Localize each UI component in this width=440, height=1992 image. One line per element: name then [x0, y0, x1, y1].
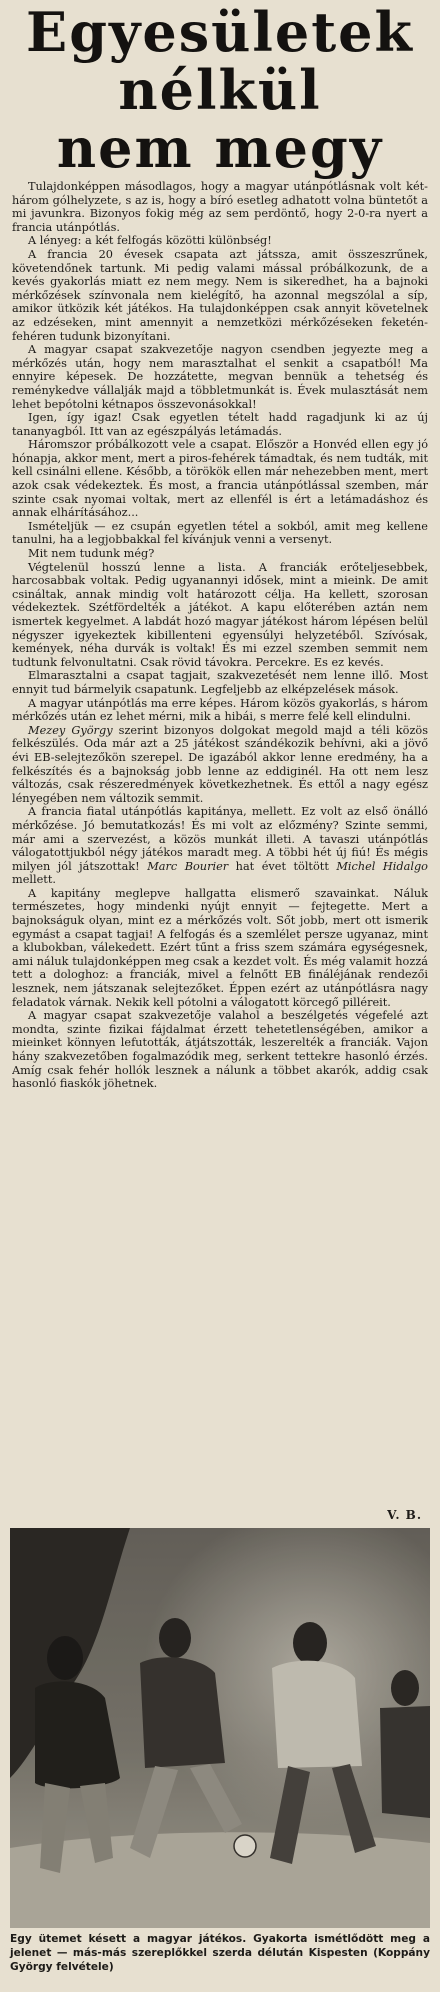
author-signature: V. B. [387, 1508, 422, 1522]
headline-line-3: nem megy [56, 116, 384, 180]
paragraph-text: szerint bizonyos dolgokat megold majd a téli közös felkészülés. Oda már azt a 25 játékost szándékozik behívni, aki a jövő évi EB-selejtezőkön szerepel. De igazából akkor lenne eredmény, ha a felkészítés és a bajnokság jobb lenne az eddiginél. Ha ott nem lesz változás, csak részeredmények következhetnek. És ettől a nagy egész lényegében nem változik semmit. [12, 723, 428, 805]
paragraph: A kapitány meglepve hallgatta elismerő szavainkat. Náluk természetes, hogy mindenki nyújt ennyit — fejtegette. Mert a bajnokságuk olyan, mint ez a mérkőzés volt. Sőt jobb, mert ott ismerik egymást a csapat tagjai! A felfogás és a szemlélet persze ugyanaz, mint a klubokban, válekedett. Ezért tűnt a friss szem számára egységesnek, ami náluk tulajdonképpen meg csak a kezdet volt. És még valamit hozzá tett a dologhoz: a franciák, mivel a felnőtt EB fináléjának rendezői lesznek, nem játszanak selejtezőket. Éppen ezért az utánpótlásra nagy feladatok várnak. Nekik kell pótolni a válogatott körcegő pilléreit. [12, 886, 428, 1009]
match-photo-image [10, 1528, 430, 1928]
paragraph: A magyar csapat szakvezetője valahol a beszélgetés végefelé azt mondta, szinte fizikai fájdalmat érzett tehetetlenségében, amikor a mieinket könnyen lefutották, átjátszották, leszerelték a franciák. Vajon hány szakvezetőben fogalmazódik meg, serkent tettekre hasonló érzés. Amíg csak fehér hollók lesznek a nálunk a többet akarók, addig csak hasonló fiaskók jöhetnek. [12, 1009, 428, 1091]
paragraph: Ismételjük — ez csupán egyetlen tétel a sokból, amit meg kellene tanulni, ha a legjobbakkal fel kívánjuk venni a versenyt. [12, 519, 428, 547]
paragraph: A magyar utánpótlás ma erre képes. Három közös gyakorlás, s három mérkőzés után ez lehet mérni, mik a hibái, s merre felé kell elindulni. [12, 696, 428, 724]
paragraph: A francia 20 évesek csapata azt játssza, amit összeszrűnek, követendőnek tartunk. Mi pedig valami mással próbálkozunk, de a kevés gyakorlás miatt ez nem megy. Nem is sikeredhet, ha a bajnoki mérkőzések színvonala nem kielégítő, ha azonnal megszólal a síp, amikor ütközik két játékos. Ha tulajdonképpen csak annyit követelnek az edzéseken, mint amennyit a nemzetközi mérkőzéseken feketén-fehéren tudunk bizonyítani. [12, 247, 428, 343]
paragraph-coach [12, 724, 428, 806]
paragraph: Mit nem tudunk még? [28, 547, 155, 561]
paragraph: A magyar csapat szakvezetője nagyon csendben jegyezte meg a mérkőzés után, hogy nem marasztalhat el senkit a csapatból! Ma ennyire képesek. De hozzátette, megvan bennük a tehetség és reménykedve vállalják majd a többletmunkát is. Évek mulasztását nem lehet bepótolni kétnapos összevonásokkal! [12, 343, 428, 411]
paragraph-captain [12, 805, 428, 887]
paragraph-fragment: mellett. [12, 873, 56, 887]
paragraph: Háromszor próbálkozott vele a csapat. Először a Honvéd ellen egy jó hónapja, akkor ment, mert a piros-fehérek támadtak, és nem tudták, mit kell csinálni ellene. Később, a törökök ellen már nehezebben ment, mert azok csak védekeztek. És most, a francia utánpótlással szemben, már szinte csak nyomai voltak, mert az ellenfél is ért a letámadáshoz és annak elhárításához... [12, 438, 428, 520]
paragraph: Tulajdonképpen másodlagos, hogy a magyar utánpótlásnak volt két-három gólhelyzete, s az is, hogy a bíró esetleg adhatott volna büntetőt a mi javunkra. Bizonyos fokig még az sem perdöntő, hogy 2-0-ra nyert a francia utánpótlás. [12, 180, 428, 234]
match-photo [10, 1528, 430, 1928]
paragraph-fragment: hat évet töltött [235, 859, 329, 873]
headline [0, 0, 440, 180]
paragraph: Igen, így igaz! Csak egyetlen tételt hadd ragadjunk ki az új tananyagból. Itt van az egészpályás letámadás. [12, 411, 428, 438]
captain-name: Marc Bourier [147, 859, 229, 873]
paragraph: Elmarasztalni a csapat tagjait, szakvezetését nem lenne illő. Most ennyit tud bármelyik csapatunk. Legfeljebb az elképzelések mások. [12, 669, 428, 696]
paragraph: A lényeg: a két felfogás közötti különbség! [28, 234, 272, 248]
article-body [12, 180, 428, 1510]
headline-line-2: nélkül [118, 58, 322, 122]
paragraph-text: A francia fiatal utánpótlás kapitánya, mellett. Ez volt az első önálló mérkőzése. Jó bemutatkozás! És mi volt az előzmény? Szinte semmi, már ami a szervezést, a közös munkát illeti. A tavaszi utánpótlás válogatottjukból négy játékos maradt meg. A többi hét új fiú! És mégis milyen jól játszottak! [12, 805, 428, 873]
hidalgo-name: Michel Hidalgo [336, 859, 428, 873]
coach-name: Mezey György [28, 723, 113, 737]
headline-line-1: Egyesületek [26, 0, 414, 64]
photo-caption: Egy ütemet késett a magyar játékos. Gyakorta ismétlődött meg a jelenet — más-más szereplőkkel szerda délután Kispesten (Koppány György felvétele) [10, 1933, 430, 1973]
paragraph: Végtelenül hosszú lenne a lista. A franciák erőteljesebbek, harcosabbak voltak. Pedig ugyanannyi idősek, mint a mieink. De amit csináltak, annak mindig volt határozott célja. Ha kellett, szorosan védekeztek. Szétfördelték a játékot. A kapu előterében aztán nem ismertek kegyelmet. A labdát hozó magyar játékost három lépésen belül négyszer igyekeztek kibillenteni egyensúlyi helyzetéből. Szívósak, kemények, néha durvák is voltak! És mi ezzel szemben semmit nem tudtunk felvonultatni. Csak rövid távokra. Percekre. Es ez kevés. [12, 560, 428, 669]
